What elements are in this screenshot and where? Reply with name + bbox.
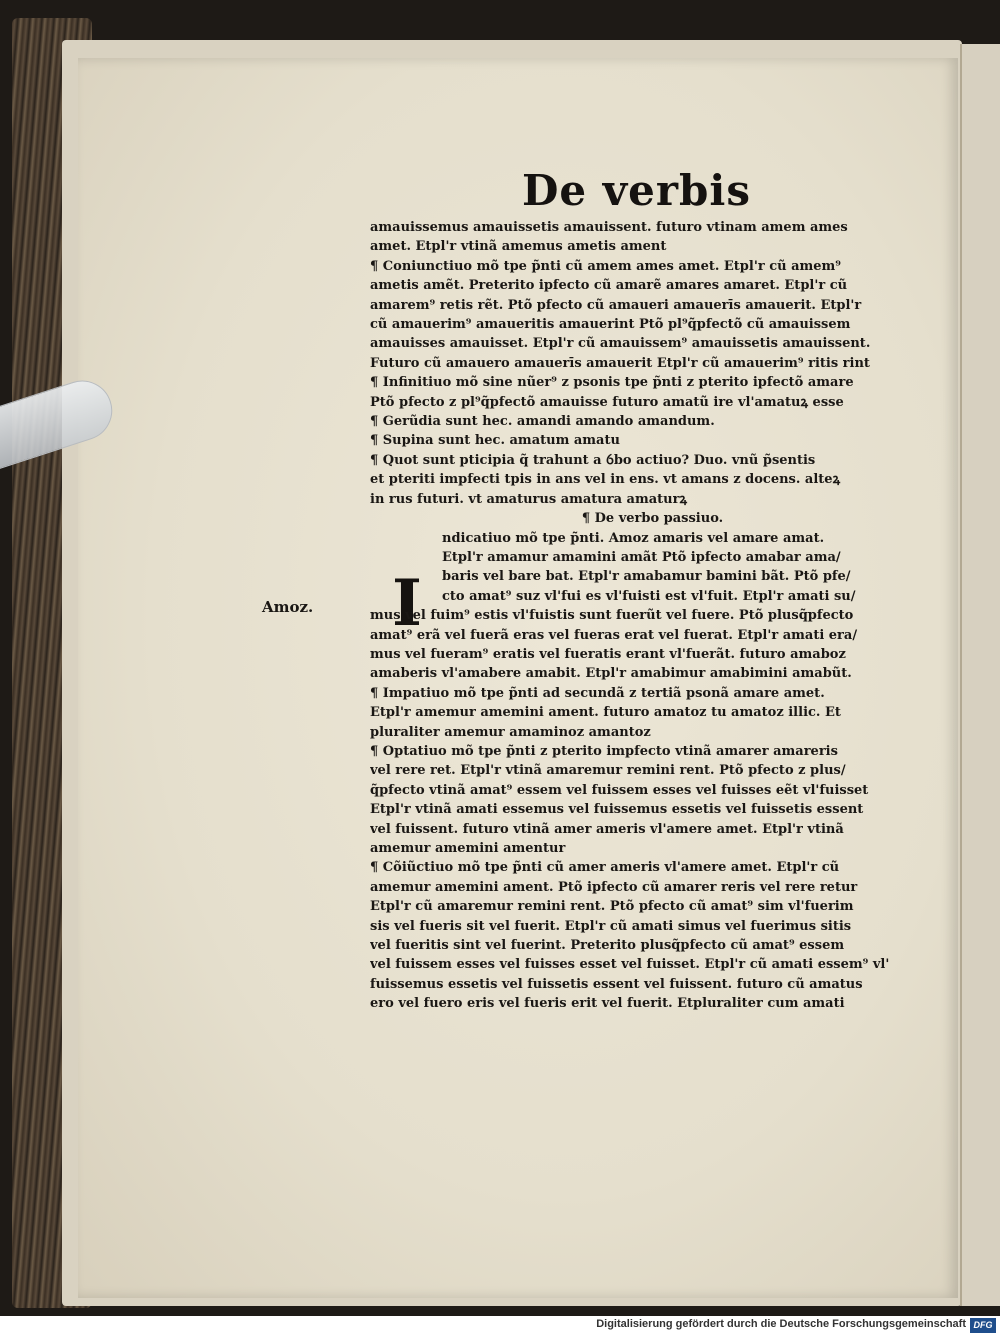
margin-note: Amoz. (262, 598, 314, 616)
text-line: ¶ Quot sunt pticipia q̃ trahunt a ỽbo actiuo? Duo. vnũ p̃sentis (370, 452, 816, 468)
text-line: et pteriti impfecti tpis in ans vel in ens. vt amans z docens. alteꝝ (370, 472, 841, 488)
text-line: amauissemus amauissetis amauissent. futuro vtinam amem ames (370, 220, 848, 235)
text-line: cto amat⁹ suz vl'fui es vl'fuisti est vl'fuit. Etpl'r amati su/ (442, 588, 856, 604)
text-line: ero vel fuero eris vel fueris erit vel fuerit. Etpluraliter cum amati (370, 996, 845, 1012)
text-block (370, 218, 935, 1014)
text-line: ndicatiuo mõ tpe p̃nti. Amoz amaris vel amare amat. (442, 530, 825, 546)
text-line: ¶ Impatiuo mõ tpe p̃nti ad secundã z tertiã psonã amare amet. (370, 685, 825, 701)
text-line: amemur amemini amentur (370, 841, 566, 856)
text-line: ¶ Gerũdia sunt hec. amandi amando amandum. (370, 414, 715, 430)
text-line: mus vel fuim⁹ estis vl'fuistis sunt fuerũt vel fuere. Ptõ plusq̃pfecto (370, 608, 854, 624)
text-line: Futuro cũ amauero amauerīs amauerit Etpl'r cũ amauerim⁹ ritis rint (370, 355, 870, 371)
text-line: vel fuissem esses vel fuisses esset vel fuisset. Etpl'r cũ amati essem⁹ vl' (370, 957, 890, 973)
text-line: amemur amemini ament. Ptõ ipfecto cũ amarer reris vel rere retur (370, 879, 858, 895)
text-line: baris vel bare bat. Etpl'r amabamur bamini bãt. Ptõ pfe/ (442, 569, 851, 585)
text-line: Etpl'r amamur amamini amãt Ptõ ipfecto amabar ama/ (442, 549, 841, 565)
text-line: amat⁹ erã vel fuerã eras vel fueras erat vel fuerat. Etpl'r amati era/ (370, 627, 858, 643)
text-line: amaberis vl'amabere amabit. Etpl'r amabimur amabimini amabũt. (370, 666, 852, 682)
text-line: vel fuissent. futuro vtinã amer ameris vl'amere amet. Etpl'r vtinã (370, 821, 844, 837)
text-line: Ptõ pfecto z pl⁹q̃pfectõ amauisse futuro amatũ ire vl'amatuꝝ esse (370, 394, 844, 410)
text-line: ¶ Optatiuo mõ tpe p̃nti z pterito impfecto vtinã amarer amareris (370, 743, 838, 759)
text-line: ¶ Coniunctiuo mõ tpe p̃nti cũ amem ames amet. Etpl'r cũ amem⁹ (370, 258, 841, 274)
page-heading: De verbis (522, 166, 751, 215)
text-line: amet. Etpl'r vtinã amemus ametis ament (370, 239, 667, 255)
text-line: cũ amauerim⁹ amaueritis amauerint Ptõ pl⁹q̃pfectõ cũ amauissem (370, 317, 851, 333)
text-line: ¶ Infinitiuo mõ sine nũer⁹ z psonis tpe p̃nti z pterito ipfectõ amare (370, 375, 854, 391)
text-line: Etpl'r vtinã amati essemus vel fuissemus essetis vel fuissetis essent (370, 802, 864, 818)
text-line: Etpl'r amemur amemini ament. futuro amatoz tu amatoz illic. Et (370, 705, 841, 721)
text-line: vel fueritis sint vel fuerint. Preterito plusq̃pfecto cũ amat⁹ essem (370, 938, 845, 954)
text-line: amarem⁹ retis rẽt. Ptõ pfecto cũ amaueri amauerīs amauerit. Etpl'r (370, 297, 862, 313)
text-line: sis vel fueris sit vel fuerit. Etpl'r cũ amati simus vel fuerimus sitis (370, 918, 852, 934)
text-line: vel rere ret. Etpl'r vtinã amaremur remini rent. Ptõ pfecto z plus/ (370, 763, 846, 779)
section-title: ¶ De verbo passiuo. (581, 511, 724, 527)
decorated-initial: I (392, 566, 422, 641)
text-line: ¶ Cõiũctiuo mõ tpe p̃nti cũ amer ameris vl'amere amet. Etpl'r cũ (370, 860, 840, 876)
text-line: q̃pfecto vtinã amat⁹ essem vel fuissem esses vel fuisses eẽt vl'fuisset (370, 782, 869, 798)
text-line: mus vel fueram⁹ eratis vel fueratis erant vl'fuerãt. futuro amaboz (370, 646, 846, 662)
text-line: ametis amẽt. Preterito ipfecto cũ amarẽ amares amaret. Etpl'r cũ (370, 278, 848, 294)
text-line: amauisses amauisset. Etpl'r cũ amauissem⁹ amauissetis amauissent. (370, 336, 871, 352)
text-line: ¶ Supina sunt hec. amatum amatu (370, 433, 620, 449)
footer-bar (0, 1316, 1000, 1337)
text-line: Etpl'r cũ amaremur remini rent. Ptõ pfecto cũ amat⁹ sim vl'fuerim (370, 899, 854, 915)
text-line: pluraliter amemur amaminoz amantoz (370, 724, 651, 740)
footer-credit: Digitalisierung gefördert durch die Deutsche Forschungsgemeinschaft (596, 1318, 966, 1330)
text-line: fuissemus essetis vel fuissetis essent vel fuissent. futuro cũ amatus (370, 976, 863, 992)
text-line: in rus futuri. vt amaturus amatura amaturꝝ (370, 491, 687, 507)
dfg-logo: DFG (970, 1318, 996, 1333)
facing-page-edge (960, 44, 1000, 1306)
